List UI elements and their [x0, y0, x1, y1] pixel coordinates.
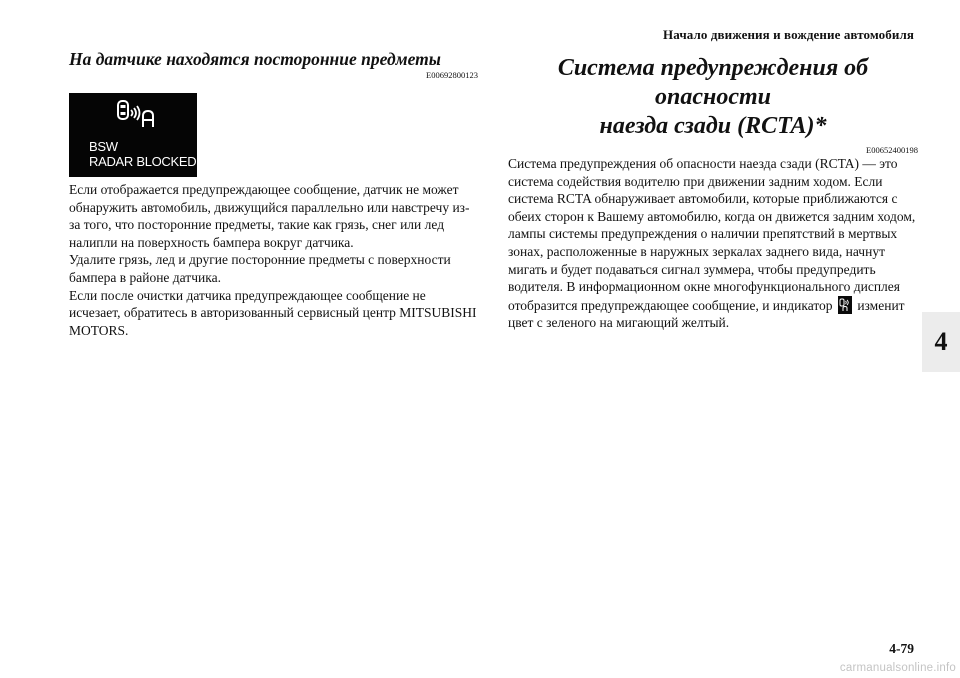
running-header: Начало движения и вождение автомобиля: [663, 27, 914, 42]
section-title-sensor-blocked: На датчике находятся посторонние предметы: [69, 49, 441, 69]
right-column: [508, 54, 918, 332]
car-radar-icon: [115, 99, 161, 131]
section-title-rcta-line-1: Система предупреждения об опасности: [557, 55, 869, 110]
watermark: carmanualsonline.info: [839, 662, 956, 674]
display-line-2: RADAR BLOCKED: [89, 154, 197, 169]
rcta-text-after-icon: изменит цвет с зеленого на мигающий желтый.: [508, 297, 905, 331]
rcta-indicator-icon: [838, 296, 852, 314]
section-code-rcta: E00652400198: [866, 145, 918, 155]
section-title-rcta-line-2: наезда сзади (RCTA)*: [599, 113, 827, 139]
left-column: [69, 48, 478, 339]
paragraph-1: Если отображается предупреждающее сообщение, датчик не может обнаружить автомобиль, движущийся параллельно или навстречу из-за того, что посторонние предметы, такие как грязь, снег или лед налипли на поверхность бампера вокруг датчика.: [69, 182, 470, 250]
paragraph-3: Если после очистки датчика предупреждающее сообщение не исчезает, обратитесь в авторизованный сервисный центр MITSUBISHI MOTORS.: [69, 287, 477, 338]
display-line-1: BSW: [89, 139, 118, 154]
page-number: 4-79: [889, 641, 914, 656]
chapter-tab: 4: [922, 312, 960, 372]
rcta-text-before-icon: Система предупреждения об опасности наезда сзади (RCTA) — это система содействия водителю при движении задним ходом. Если система RCTA обнаруживает автомобили, которые приближаются с обеих сторон к Вашему автомобилю, когда он движется задним ходом, лампы системы предупреждения о наличии препятствий в мертвых зонах, расположенные в наружных зеркалах заднего вида, начнут мигать и будет подаваться сигнал зуммера, чтобы предупредить водителя. В информационном окне многофункционального дисплея отобразится предупреждающее сообщение, и индикатор: [508, 156, 916, 313]
display-screenshot: [69, 93, 197, 177]
paragraph-2: Удалите грязь, лед и другие посторонние предметы с поверхности бампера в районе датчика.: [69, 252, 451, 285]
section-code: E00692800123: [426, 70, 478, 80]
rcta-paragraph: [508, 155, 918, 332]
